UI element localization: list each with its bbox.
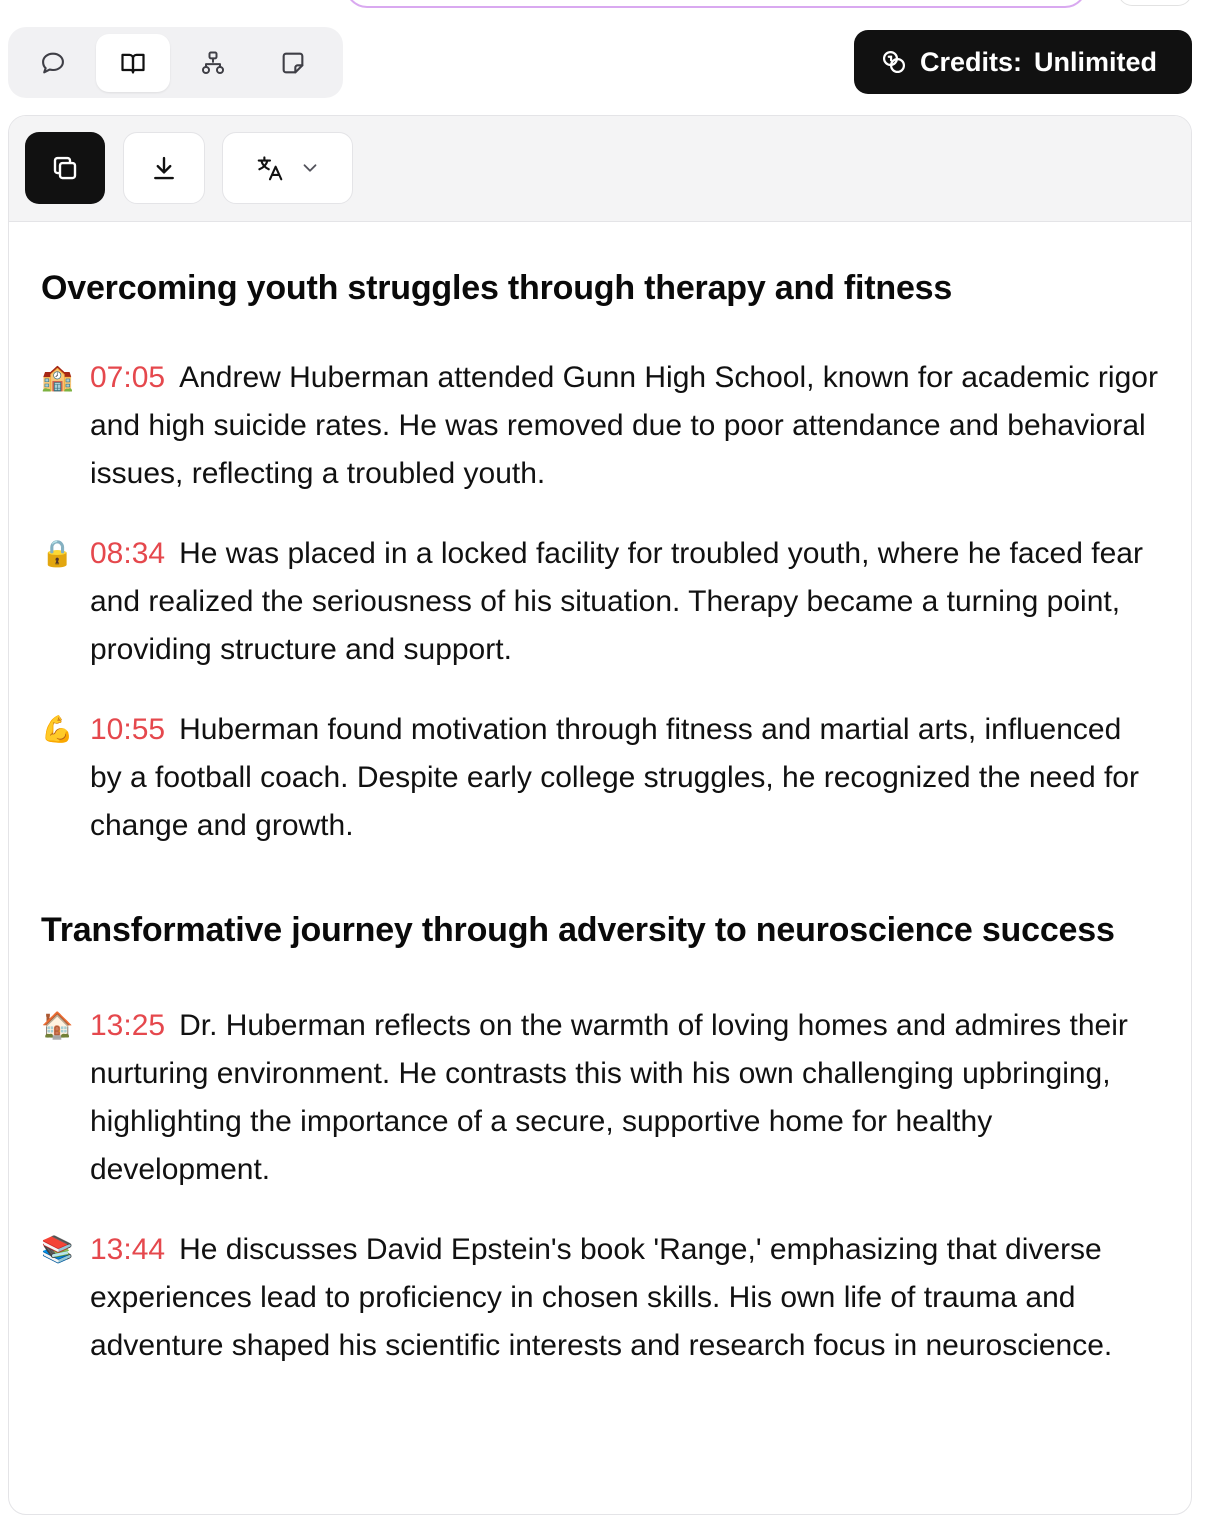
download-icon: [149, 153, 179, 183]
timestamp-link[interactable]: 13:44: [90, 1233, 166, 1266]
chat-bubble-icon: [39, 49, 67, 77]
translate-icon: [255, 153, 285, 183]
timestamp-link[interactable]: 08:34: [90, 537, 166, 570]
timestamp-link[interactable]: 07:05: [90, 361, 166, 394]
top-right-button-edge: [1118, 0, 1192, 6]
section-title: Overcoming youth struggles through therapy and fitness: [41, 269, 953, 307]
summary-text: Huberman found motivation through fitness and martial arts, influenced by a football coach. Despite early college struggles, he recognized the need for change and growth.: [90, 713, 1139, 842]
mindmap-icon: [199, 49, 227, 77]
summary-item: [41, 1226, 1159, 1370]
section-title: Transformative journey through adversity to neuroscience success: [41, 911, 1115, 949]
flexed-biceps-icon: 💪: [41, 715, 74, 745]
chevron-down-icon: [299, 157, 321, 179]
lock-icon: 🔒: [41, 539, 74, 569]
view-tab-bar: [8, 27, 343, 98]
tab-summary[interactable]: [96, 34, 170, 92]
translate-dropdown[interactable]: [222, 132, 353, 204]
book-open-icon: [119, 49, 147, 77]
summary-panel: [8, 115, 1192, 1515]
summary-text: Dr. Huberman reflects on the warmth of loving homes and admires their nurturing environment. He contrasts this with his own challenging upbringing, highlighting the importance of a secure, supportive home for healthy development.: [90, 1009, 1128, 1186]
timestamp-link[interactable]: 10:55: [90, 713, 166, 746]
copy-button[interactable]: [25, 132, 105, 204]
credits-label: Credits:: [920, 46, 1023, 77]
summary-toolbar: [9, 116, 1191, 222]
house-icon: 🏠: [41, 1011, 74, 1041]
school-icon: 🏫: [41, 363, 74, 393]
summary-text: He discusses David Epstein's book 'Range,' emphasizing that diverse experiences lead to proficiency in chosen skills. His own life of trauma and adventure shaped his scientific interests and research focus in neuroscience.: [90, 1233, 1113, 1362]
summary-item: [41, 530, 1159, 674]
summary-text: Andrew Huberman attended Gunn High School, known for academic rigor and high suicide rates. He was removed due to poor attendance and behavioral issues, reflecting a troubled youth.: [90, 361, 1158, 490]
credits-badge[interactable]: [854, 30, 1192, 94]
tab-mindmap[interactable]: [176, 34, 250, 92]
tab-chat[interactable]: [16, 34, 90, 92]
coins-icon: [880, 48, 908, 76]
summary-content: [9, 256, 1191, 1370]
copy-icon: [50, 153, 80, 183]
tab-notes[interactable]: [256, 34, 330, 92]
timestamp-link[interactable]: 13:25: [90, 1009, 166, 1042]
download-button[interactable]: [123, 132, 205, 204]
summary-item: [41, 1002, 1159, 1194]
summary-item: [41, 706, 1159, 850]
books-icon: 📚: [41, 1235, 74, 1265]
summary-item: [41, 354, 1159, 498]
search-bar-edge: [345, 0, 1087, 8]
credits-value: Unlimited: [1034, 46, 1158, 77]
sticky-note-icon: [279, 49, 307, 77]
summary-text: He was placed in a locked facility for troubled youth, where he faced fear and realized the seriousness of his situation. Therapy became a turning point, providing structure and support.: [90, 537, 1143, 666]
